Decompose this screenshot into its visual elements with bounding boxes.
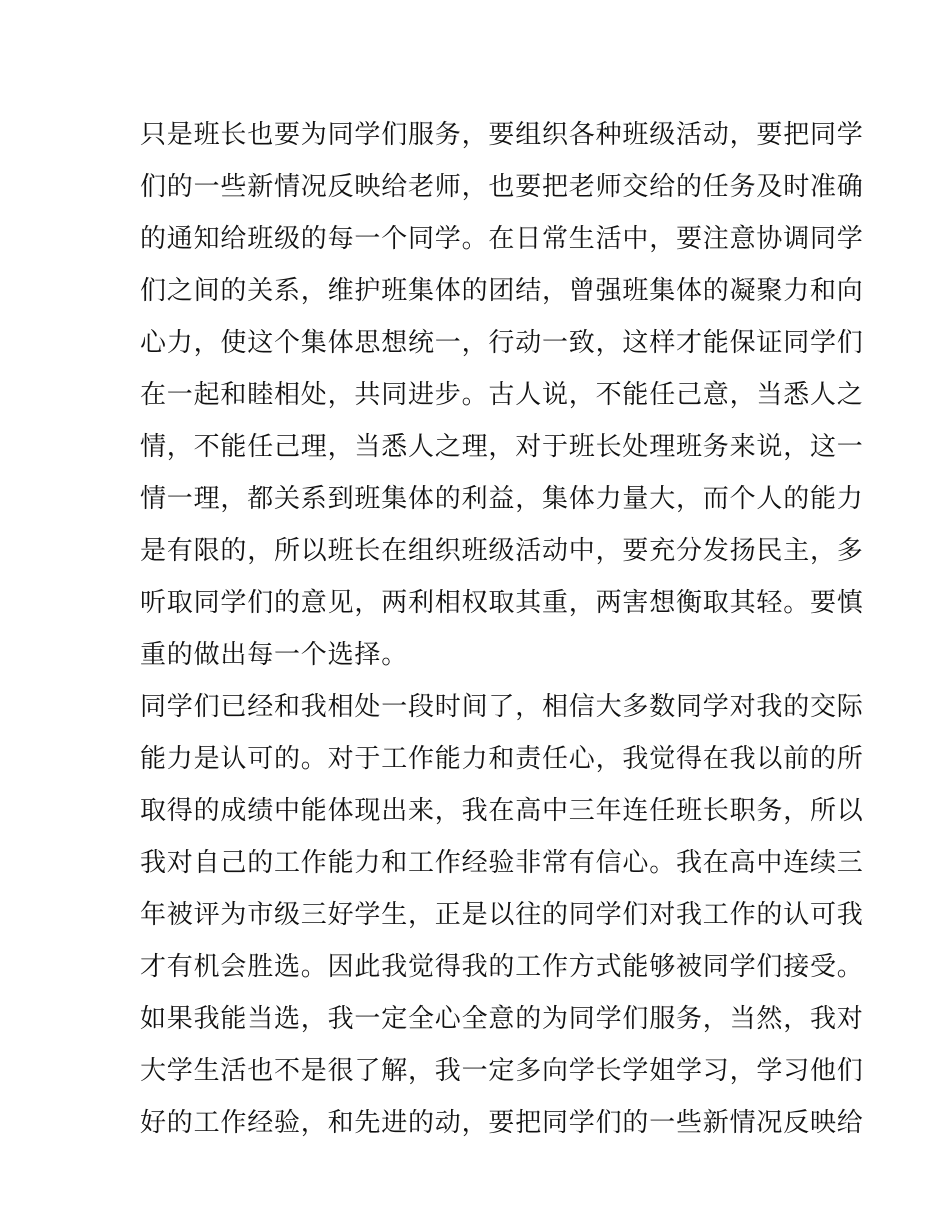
text-line: 重的做出每一个选择。 [140,640,409,670]
text-line: 我对自己的工作能力和工作经验非常有信心。我在高中连续三 [140,848,864,878]
text-line: 们之间的关系，维护班集体的团结，曾强班集体的凝聚力和向 [140,276,864,306]
text-line: 同学们已经和我相处一段时间了，相信大多数同学对我的交际 [140,692,864,722]
text-line: 取得的成绩中能体现出来，我在高中三年连任班长职务，所以 [140,796,864,826]
text-line: 只是班长也要为同学们服务，要组织各种班级活动，要把同学 [140,120,864,150]
text-line: 才有机会胜选。因此我觉得我的工作方式能够被同学们接受。 [140,952,864,982]
text-line: 情，不能任己理，当悉人之理，对于班长处理班务来说，这一 [140,432,864,462]
text-line: 听取同学们的意见，两利相权取其重，两害想衡取其轻。要慎 [140,588,864,618]
text-line: 情一理，都关系到班集体的利益，集体力量大，而个人的能力 [140,484,864,514]
text-line: 心力，使这个集体思想统一，行动一致，这样才能保证同学们 [140,328,864,358]
text-line: 年被评为市级三好学生，正是以往的同学们对我工作的认可我 [140,900,864,930]
text-line: 是有限的，所以班长在组织班级活动中，要充分发扬民主，多 [140,536,864,566]
text-line: 们的一些新情况反映给老师，也要把老师交给的任务及时准确 [140,172,864,202]
text-line: 在一起和睦相处，共同进步。古人说，不能任己意，当悉人之 [140,380,864,410]
text-line: 的通知给班级的每一个同学。在日常生活中，要注意协调同学 [140,224,864,254]
text-line: 大学生活也不是很了解，我一定多向学长学姐学习，学习他们 [140,1056,864,1086]
document-body [140,109,864,1149]
text-line: 好的工作经验，和先进的动，要把同学们的一些新情况反映给 [140,1108,864,1138]
text-line: 能力是认可的。对于工作能力和责任心，我觉得在我以前的所 [140,744,864,774]
text-line: 如果我能当选，我一定全心全意的为同学们服务，当然，我对 [140,1004,864,1034]
